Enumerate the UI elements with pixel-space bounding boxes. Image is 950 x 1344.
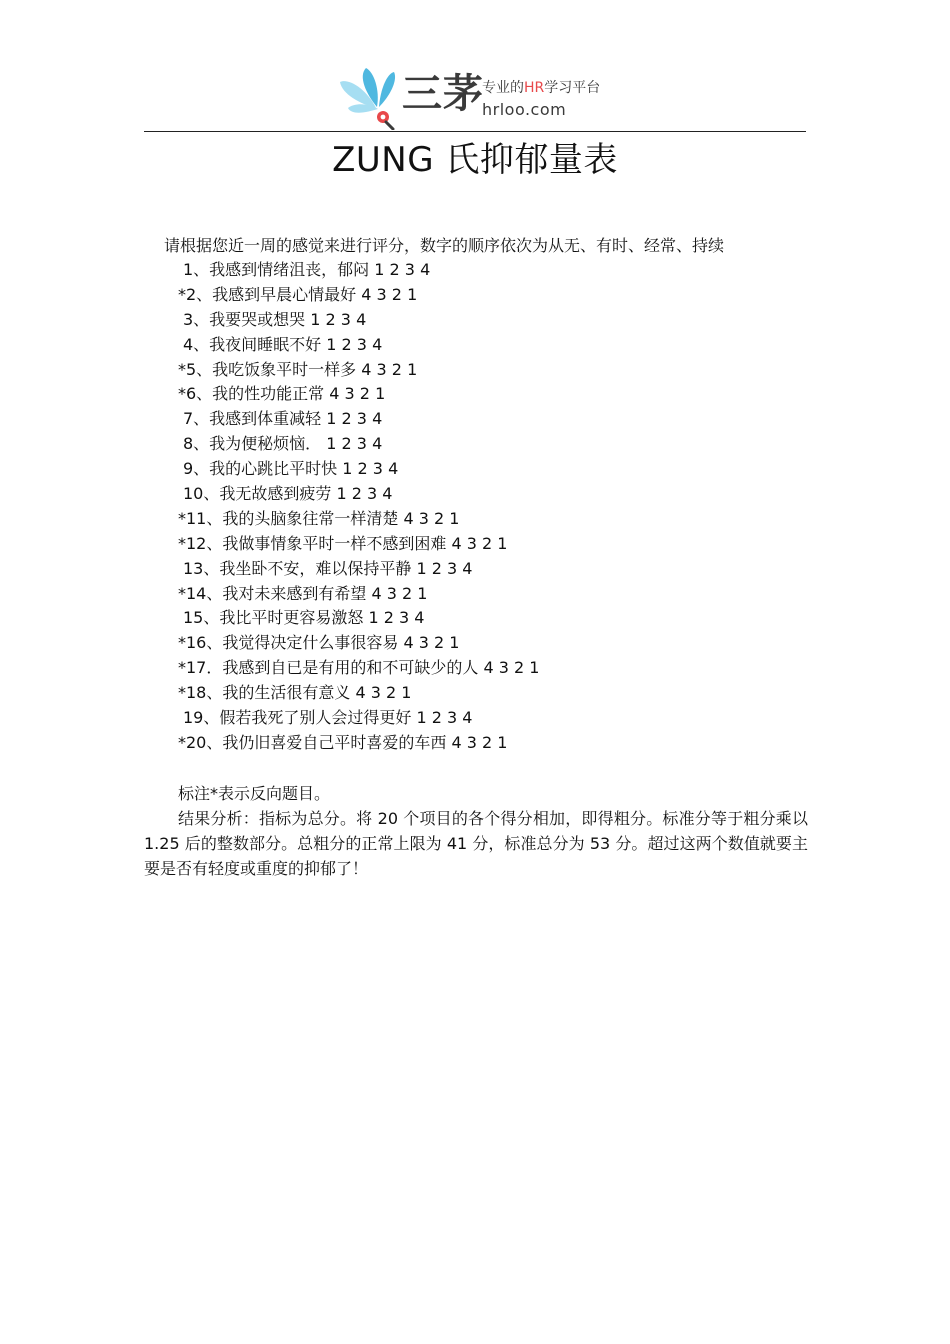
instructions: 请根据您近一周的感觉来进行评分，数字的顺序依次为从无、有时、经常、持续 [164, 236, 725, 255]
question-item: *2、我感到早晨心情最好 4 3 2 1 [178, 284, 418, 304]
tagline-highlight: HR [524, 80, 545, 96]
question-item: *18、我的生活很有意义 4 3 2 1 [178, 683, 412, 703]
question-item: 10、我无故感到疲劳 1 2 3 4 [183, 484, 393, 504]
question-item: *16、我觉得决定什么事很容易 4 3 2 1 [178, 633, 460, 653]
question-item: *12、我做事情象平时一样不感到困难 4 3 2 1 [178, 533, 508, 553]
question-item: 3、我要哭或想哭 1 2 3 4 [183, 309, 367, 329]
question-item: *14、我对未来感到有希望 4 3 2 1 [178, 583, 428, 603]
question-item: 19、假若我死了别人会过得更好 1 2 3 4 [183, 708, 473, 728]
question-item: 7、我感到体重减轻 1 2 3 4 [183, 409, 383, 429]
question-item: 4、我夜间睡眠不好 1 2 3 4 [183, 334, 383, 354]
dragonfly-logo-icon [338, 64, 400, 130]
question-item: *6、我的性功能正常 4 3 2 1 [178, 384, 386, 404]
question-item: *17．我感到自已是有用的和不可缺少的人 4 3 2 1 [178, 658, 540, 678]
header-divider [144, 131, 806, 132]
question-item: 15、我比平时更容易激怒 1 2 3 4 [183, 608, 425, 628]
question-list [178, 258, 539, 756]
brand-tagline: 专业的HR学习平台 [482, 80, 601, 96]
page-title: ZUNG 氏抑郁量表 [332, 140, 618, 180]
site-header [338, 64, 628, 134]
logo-wing-3 [379, 72, 395, 107]
question-item: *11、我的头脑象往常一样清楚 4 3 2 1 [178, 508, 460, 528]
result-analysis: 结果分析：指标为总分。将 20 个项目的各个得分相加，即得粗分。标准分等于粗分乘以 1.25 后的整数部分。总粗分的正常上限为 41 分，标准总分为 53 分。超过这两个数值就要主要是否有轻度或重度的抑郁了！ [144, 809, 808, 878]
brand-name: 三茅 [402, 71, 484, 117]
question-item: 9、我的心跳比平时快 1 2 3 4 [183, 459, 399, 479]
question-item: 13、我坐卧不安，难以保持平静 1 2 3 4 [183, 558, 473, 578]
brand-domain: hrloo.com [482, 100, 567, 119]
question-item: *5、我吃饭象平时一样多 4 3 2 1 [178, 359, 418, 379]
question-item: *20、我仍旧喜爱自己平时喜爱的车西 4 3 2 1 [178, 732, 508, 752]
reverse-item-note: 标注*表示反向题目。 [178, 784, 331, 803]
question-item: 1、我感到情绪沮丧，郁闷 1 2 3 4 [183, 260, 431, 279]
question-item: 8、我为便秘烦恼． 1 2 3 4 [183, 434, 383, 454]
